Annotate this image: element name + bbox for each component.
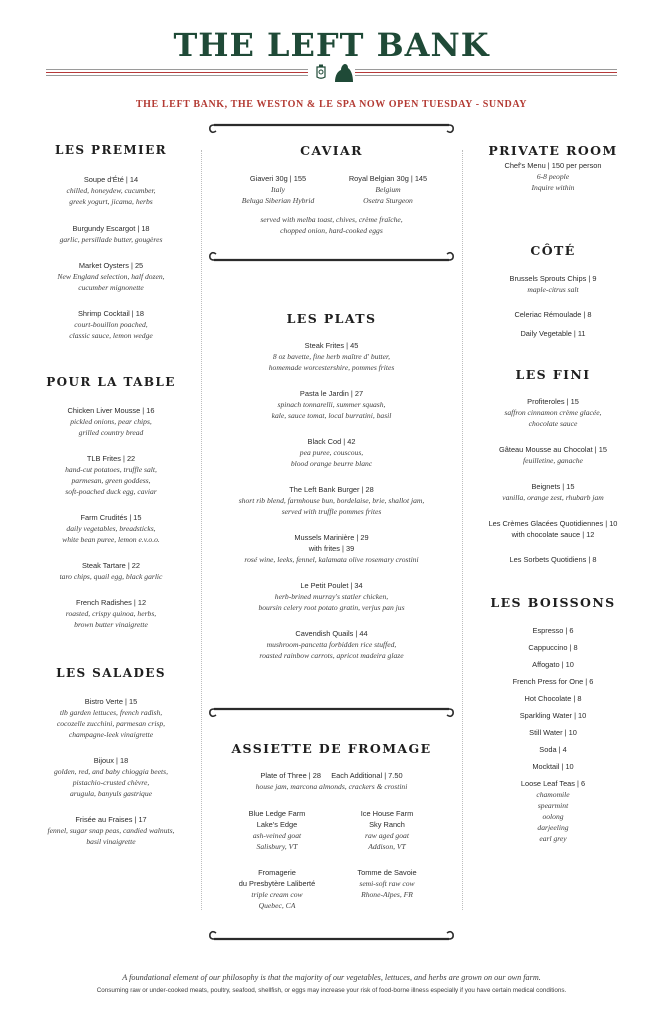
menu-item-desc: court-bouillon poached, [74, 320, 148, 329]
fromage-accompaniments: house jam, marcona almonds, crackers & crostini [255, 782, 408, 791]
menu-item-desc: tlb garden lettuces, french radish, [59, 708, 163, 717]
menu-item-desc: short rib blend, farmhouse bun, bordelaise, brie, shallot jam, [238, 496, 425, 505]
menu-item-desc: blood orange beurre blanc [290, 459, 373, 468]
section-les-premier [28, 143, 194, 341]
menu-item-desc: Belgium [375, 185, 401, 194]
menu-item-desc: Beluga Siberian Hybrid [241, 196, 315, 205]
menu-item-name: Daily Vegetable | 11 [520, 329, 586, 338]
menu-item-name: French Radishes | 12 [75, 598, 147, 607]
menu-item-name: Farm Crudités | 15 [80, 513, 142, 522]
caviar-note-line: served with melba toast, chives, crème fraîche, [260, 215, 403, 224]
caviar-note [210, 214, 453, 236]
menu-item-name: Sky Ranch [369, 820, 405, 829]
menu-item-desc: roasted rainbow carrots, apricot madeira glaze [259, 651, 404, 660]
header-rule-right-red [355, 72, 617, 73]
private-room-desc: Inquire within [531, 183, 575, 192]
menu-item-desc: roasted, crispy quinoa, herbs, [65, 609, 157, 618]
section-private-room [470, 143, 636, 193]
menu-item-desc: pistachio-crusted chèvre, [72, 778, 150, 787]
tea-option: oolong [542, 812, 564, 821]
section-title: CAVIAR [300, 143, 363, 158]
section-title: CÔTÉ [530, 243, 576, 258]
caviar-item [336, 173, 440, 206]
private-room-desc: 6-8 people [536, 172, 570, 181]
column-divider-left [201, 150, 202, 910]
menu-item-name: Black Cod | 42 [307, 437, 356, 446]
menu-item-name: Bijoux | 18 [93, 756, 129, 765]
menu-item-name: Royal Belgian 30g | 145 [348, 174, 428, 183]
tea-option: darjeeling [537, 823, 569, 832]
menu-item-desc: boursin celery root potato gratin, verjus pan jus [258, 603, 405, 612]
menu-item-desc: kale, sauce tomat, local burratini, basil [271, 411, 392, 420]
scroll-border-bottom-icon [208, 928, 455, 942]
caviar-item [228, 173, 328, 206]
section-cote [470, 243, 636, 339]
drink-item: Sparkling Water | 10 [519, 711, 587, 720]
section-title: LES SALADES [56, 666, 166, 680]
menu-item-name: Steak Tartare | 22 [81, 561, 141, 570]
scroll-border-top-icon [208, 706, 455, 720]
drink-item: Cappuccino | 8 [528, 643, 578, 652]
menu-item-desc: fennel, sugar snap peas, candied walnuts, [47, 826, 175, 835]
menu-item-desc: spinach tonnarelli, summer squash, [277, 400, 386, 409]
menu-item-desc: New England selection, half dozen, [57, 272, 165, 281]
menu-item-desc: cucumber mignonette [78, 283, 144, 292]
tea-option: earl grey [539, 834, 567, 843]
section-title: LES BOISSONS [490, 595, 616, 610]
menu-item-desc: white bean puree, lemon e.v.o.o. [62, 535, 160, 544]
menu-item-name: with chocolate sauce | 12 [511, 530, 595, 539]
fromage-price-line: Plate of Three | 28 Each Additional | 7.50 [260, 771, 403, 780]
menu-item-desc: triple cream cow [251, 890, 303, 899]
menu-item-name: Blue Ledge Farm [248, 809, 306, 818]
drink-item: Soda | 4 [539, 745, 567, 754]
menu-item-name: Lake's Edge [256, 820, 298, 829]
menu-item-desc: Italy [271, 185, 285, 194]
menu-item-desc: pea puree, couscous, [299, 448, 364, 457]
menu-item-desc: taro chips, quail egg, black garlic [59, 572, 163, 581]
menu-item-desc: parmesan, green goddess, [71, 476, 151, 485]
brand-title: THE LEFT BANK [173, 26, 490, 64]
menu-item-desc: champagne-leek vinaigrette [68, 730, 154, 739]
menu-item-name: Profiteroles | 15 [527, 397, 579, 406]
menu-item-name: Chicken Liver Mousse | 16 [67, 406, 155, 415]
section-title: LES PREMIER [55, 143, 167, 157]
menu-item-name: Market Oysters | 25 [78, 261, 144, 270]
caviar-note-line: chopped onion, hard-cooked eggs [280, 226, 383, 235]
section-les-plats [210, 311, 453, 661]
menu-item-desc: maple-citrus salt [527, 285, 579, 294]
lantern-emblem-icon [314, 64, 328, 80]
menu-item-name: Shrimp Cocktail | 18 [78, 309, 144, 318]
scroll-border-bottom-icon [208, 249, 455, 263]
menu-item-desc: saffron cinnamon crème glacée, [504, 408, 602, 417]
menu-item-name: Tomme de Savoie [357, 868, 417, 877]
private-room-price: Chef's Menu | 150 per person [504, 161, 602, 170]
section-pour-la-table [28, 375, 194, 630]
drink-item: Espresso | 6 [532, 626, 574, 635]
menu-item-name: Fromagerie [258, 868, 296, 877]
menu-item-name: The Left Bank Burger | 28 [289, 485, 374, 494]
menu-item-desc: chilled, honeydew, cucumber, [66, 186, 156, 195]
cheese-item [222, 808, 332, 852]
header-rule-left [46, 69, 308, 70]
section-les-boissons [470, 595, 636, 844]
menu-item-desc: homemade worcestershire, pommes frites [268, 363, 395, 372]
section-les-salades [28, 666, 194, 847]
menu-item-desc: vanilla, orange zest, rhubarb jam [502, 493, 604, 502]
menu-item-name: Burgundy Escargot | 18 [72, 224, 150, 233]
menu-item-name: Giaveri 30g | 155 [249, 174, 307, 183]
menu-item-desc: grilled country bread [78, 428, 144, 437]
section-caviar [210, 143, 453, 158]
cheese-item [222, 867, 332, 911]
menu-item-desc: Osetra Sturgeon [363, 196, 413, 205]
section-assiette-de-fromage [210, 741, 453, 792]
drink-item: Mocktail | 10 [532, 762, 574, 771]
menu-item-desc: garlic, persillade butter, gougères [59, 235, 163, 244]
scroll-border-top-icon [208, 122, 455, 136]
menu-item-name: Ice House Farm [360, 809, 414, 818]
menu-item-name: Bistro Verte | 15 [84, 697, 138, 706]
menu-item-name: Frisée au Fraises | 17 [75, 815, 147, 824]
tea-option: spearmint [537, 801, 569, 810]
menu-item-desc: golden, red, and baby chioggia beets, [53, 767, 169, 776]
menu-item-desc: Quebec, CA [258, 901, 296, 910]
menu-item-name: TLB Frites | 22 [86, 454, 136, 463]
cheese-item [332, 867, 442, 900]
menu-item-desc: mushroom-pancetta forbidden rice stuffed, [266, 640, 397, 649]
menu-item-desc: Salisbury, VT [256, 842, 298, 851]
header-rule-right-lower [355, 75, 617, 76]
menu-item-desc: pickled onions, pear chips, [70, 417, 152, 426]
menu-item-desc: feuilletine, ganache [523, 456, 583, 465]
menu-item-desc: Addison, VT [368, 842, 406, 851]
menu-item-desc: ash-veined goat [252, 831, 302, 840]
menu-item-name: Cavendish Quails | 44 [295, 629, 368, 638]
drink-item: Hot Chocolate | 8 [524, 694, 582, 703]
drink-item: French Press for One | 6 [512, 677, 594, 686]
header-rule-left-red [46, 72, 308, 73]
section-title: POUR LA TABLE [46, 375, 176, 389]
menu-item-name: Beignets | 15 [531, 482, 575, 491]
section-title: LES PLATS [286, 311, 377, 326]
announcement: THE LEFT BANK, THE WESTON & LE SPA NOW OPEN TUESDAY - SUNDAY [135, 99, 528, 110]
menu-item-name: Le Petit Poulet | 34 [300, 581, 363, 590]
menu-item-desc: brown butter vinaigrette [74, 620, 148, 629]
menu-item-desc: 8 oz bavette, fine herb maître d' butter, [272, 352, 391, 361]
menu-item-desc: semi-soft raw cow [359, 879, 415, 888]
footer-disclaimer: Consuming raw or under-cooked meats, poultry, seafood, shellfish, or eggs may increase your risk of food-borne illness especially if you have certain medical conditions. [96, 987, 567, 994]
menu-item-name: Soupe d'Été | 14 [83, 175, 139, 184]
section-title: ASSIETTE DE FROMAGE [231, 741, 432, 756]
menu-item-name: Mussels Marinière | 29 [294, 533, 369, 542]
menu-item-name: Les Sorbets Quotidiens | 8 [509, 555, 597, 564]
footer-philosophy: A foundational element of our philosophy is that the majority of our vegetables, lettuces, and herbs are grown on our own farm. [122, 973, 541, 982]
section-title: LES FINI [515, 367, 591, 382]
menu-item-desc: soft-poached duck egg, caviar [65, 487, 157, 496]
header-rule-left-lower [46, 75, 308, 76]
menu-item-desc: daily vegetables, breadsticks, [66, 524, 156, 533]
menu-item-desc: arugula, banyuls gastrique [69, 789, 153, 798]
menu-item-name: Steak Frites | 45 [304, 341, 359, 350]
menu-item-name: Les Crèmes Glacées Quotidiennes | 10 [488, 519, 618, 528]
tea-option: chamomile [536, 790, 570, 799]
menu-item-name: Pasta le Jardin | 27 [299, 389, 364, 398]
menu-item-desc: greek yogurt, jicama, herbs [69, 197, 153, 206]
menu-item-desc: cocozelle zucchini, parmesan crisp, [56, 719, 166, 728]
menu-item-desc: hand-cut potatoes, truffle salt, [65, 465, 157, 474]
menu-item-desc: herb-brined murray's statler chicken, [274, 592, 389, 601]
menu-item-name: Celeriac Rémoulade | 8 [514, 310, 592, 319]
menu-item-desc: chocolate sauce [528, 419, 578, 428]
menu-item-name: Gâteau Mousse au Chocolat | 15 [499, 445, 607, 454]
bear-emblem-icon [332, 62, 356, 84]
menu-item-desc: classic sauce, lemon wedge [69, 331, 153, 340]
menu-item-desc: Rhone-Alpes, FR [361, 890, 413, 899]
menu-item-name: Brussels Sprouts Chips | 9 [509, 274, 597, 283]
menu-item-desc: raw aged goat [365, 831, 409, 840]
menu-item-desc: basil vinaigrette [86, 837, 136, 846]
section-title: PRIVATE ROOM [488, 143, 618, 158]
menu-item-desc: rosé wine, leeks, fennel, kalamata olive rosemary crostini [244, 555, 419, 564]
column-divider-right [462, 150, 463, 910]
section-les-fini [470, 367, 636, 565]
menu-item-name: with frites | 39 [308, 544, 355, 553]
menu-item-desc: served with truffle pommes frites [281, 507, 382, 516]
menu-item-name: du Presbytère Laliberté [238, 879, 316, 888]
drink-item: Still Water | 10 [529, 728, 577, 737]
drink-item: Affogato | 10 [532, 660, 574, 669]
cheese-item [332, 808, 442, 852]
drink-item: Loose Leaf Teas | 6 [520, 779, 586, 788]
header-rule-right [355, 69, 617, 70]
